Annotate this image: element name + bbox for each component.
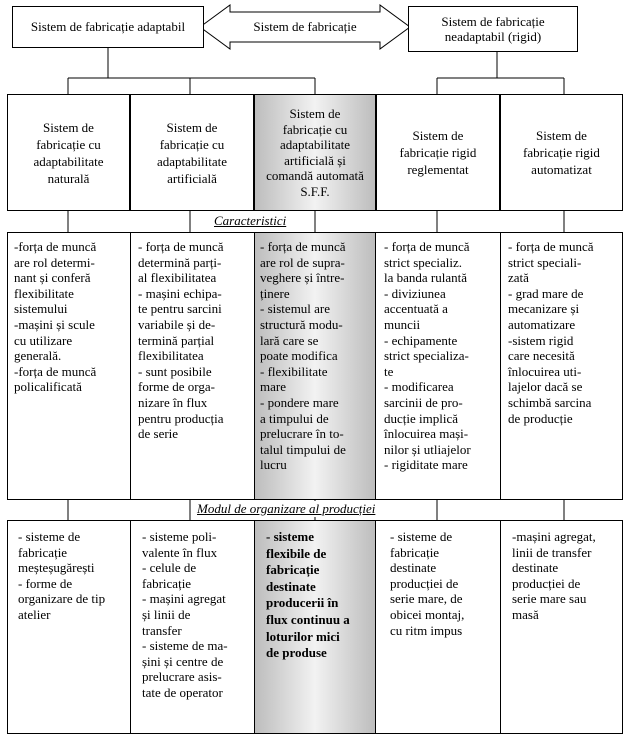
characteristic-item: -mașini și scule cu utilizare generală. [14, 316, 95, 364]
organization-item: - sisteme flexibile de fabricație destinate producerii în flux continuu a loturilor mici de produse [266, 529, 350, 661]
characteristic-item: - mașini echipa- te pentru sarcini variabile și de- termină parțial flexibilitatea [138, 285, 222, 364]
characteristic-item: - sistemul are structură modu- lară care se poate modifica [260, 301, 343, 364]
characteristic-item: - sunt posibile forme de orga- nizare în flux pentru producția de serie [138, 363, 224, 442]
category-natural-label: Sistem de fabricație cu adaptabilitate naturală [33, 119, 104, 186]
organization-item: - sisteme poli- valente în flux [142, 529, 218, 560]
adaptable-system-label: Sistem de fabricație adaptabil [30, 19, 186, 35]
category-rigid-automated [500, 94, 623, 211]
rigid-system-box [408, 6, 578, 52]
characteristic-item: - forța de muncă are rol de supra- veghere și între- ținere [260, 239, 346, 301]
organization-sff [262, 529, 374, 662]
organization-item: -mașini agregat, linii de transfer destinate producției de serie mare sau masă [512, 529, 596, 622]
characteristic-item: - rigiditate mare [384, 457, 468, 473]
characteristic-item: - forța de muncă determină parți- al flexibilitatea [138, 239, 224, 286]
category-artificial [130, 94, 254, 211]
characteristic-item: - forța de muncă strict specializ. la banda rulantă [384, 239, 470, 286]
organization-item: - forme de organizare de tip atelier [18, 575, 106, 622]
organization-rigid-regulated [386, 529, 500, 638]
category-natural [7, 94, 130, 211]
characteristic-item: - forța de muncă strict speciali- zată [508, 239, 594, 286]
characteristic-item: - echipamente strict specializa- te [384, 332, 469, 379]
organization-item: - sisteme de ma- șini și centre de prelucrare asis- tate de operator [142, 638, 228, 700]
category-rigid-automated-label: Sistem de fabricație rigid automatizat [523, 128, 600, 177]
characteristics-sff [256, 239, 376, 473]
organization-artificial [138, 529, 254, 701]
category-artificial-label: Sistem de fabricație cu adaptabilitate artificială [156, 119, 228, 186]
category-sff [254, 94, 376, 211]
characteristic-item: - flexibilitate mare [260, 363, 328, 395]
organization-heading: Modul de organizare al producției [197, 501, 376, 516]
manufacturing-system-text: Sistem de fabricație [253, 19, 357, 35]
rigid-system-label: Sistem de fabricație neadaptabil (rigid) [441, 13, 545, 44]
category-rigid-regulated-label: Sistem de fabricație rigid reglementat [399, 128, 477, 177]
adaptable-system-box [12, 6, 204, 48]
characteristics-rigid-automated [504, 239, 623, 426]
characteristic-item: - grad mare de mecanizare și automatizare [508, 285, 584, 332]
characteristics-natural [10, 239, 130, 395]
characteristic-item: - modificarea sarcinii de pro- ducție implică înlocuirea mași- nilor și utliajelor [384, 379, 471, 457]
organization-rigid-automated [508, 529, 623, 623]
characteristics-artificial [134, 239, 254, 442]
characteristic-item: - pondere mare a timpului de prelucrare în to- talul timpului de lucru [260, 394, 346, 473]
characteristics-rigid-regulated [380, 239, 500, 473]
organization-item: - celule de fabricație [142, 560, 197, 591]
characteristic-item: - diviziunea accentuată a muncii [384, 285, 448, 332]
category-sff-label: Sistem de fabricație cu adaptabilitate artificială și comandă automată S.F.F. [266, 106, 364, 199]
organization-item: - sisteme de fabricație destinate producției de serie mare, de obicei montaj, cu ritm impus [390, 529, 465, 638]
organization-item: - sisteme de fabricație meșteșugărești [18, 529, 95, 576]
organization-natural [14, 529, 130, 623]
category-rigid-regulated [376, 94, 500, 211]
characteristic-item: -forța de muncă policalificată [14, 363, 97, 395]
manufacturing-system-label [230, 13, 380, 41]
organization-item: - mașini agregat și linii de transfer [142, 591, 226, 638]
characteristic-item: -sistem rigid care necesită înlocuirea uti- lajelor dacă se schimbă sarcina de producție [508, 332, 592, 426]
characteristics-heading: Caracteristici [214, 213, 287, 228]
characteristic-item: -forța de muncă are rol determi- nant și conferă flexibilitate sistemului [14, 239, 97, 317]
